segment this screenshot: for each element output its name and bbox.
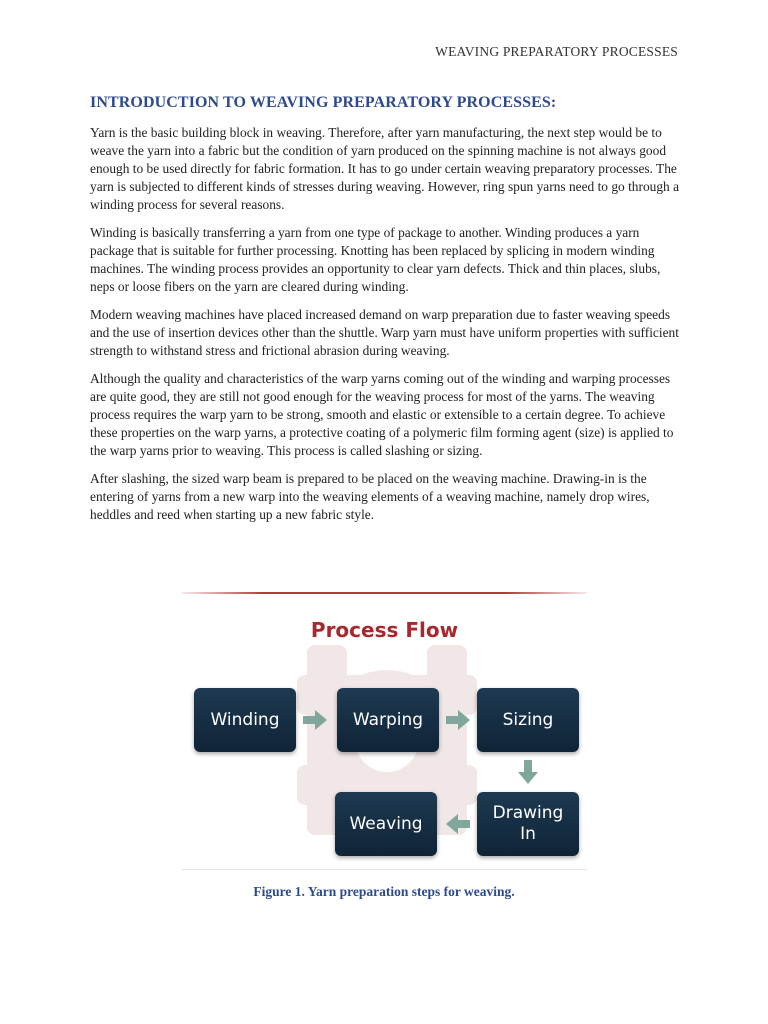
- step-winding: Winding: [194, 688, 296, 752]
- figure-top-rule: [182, 592, 587, 594]
- arrow-down-icon: [518, 760, 538, 784]
- paragraph-warp-preparation: Modern weaving machines have placed increased demand on warp preparation due to faster weaving speeds and the use of insertion devices other than the shuttle. Warp yarn must have uniform properties with sufficient strength to withstand stress and frictional abrasion during weaving.: [90, 307, 679, 358]
- body-text: [90, 124, 680, 534]
- section-heading: INTRODUCTION TO WEAVING PREPARATORY PROCESSES:: [90, 94, 557, 111]
- figure-title: Process Flow: [310, 618, 459, 642]
- arrow-left-icon: [446, 814, 470, 834]
- figure-caption: Figure 1. Yarn preparation steps for weaving.: [253, 884, 515, 899]
- step-drawing-in-line1: Drawing: [492, 803, 564, 823]
- paragraph-sizing: Although the quality and characteristics of the warp yarns coming out of the winding and warping processes are quite good, they are still not good enough for the weaving process for most of the yarns. The weaving process requires the warp yarn to be strong, smooth and elastic or extensible to a certain degree. To achieve these properties on the warp yarns, a protective coating of a polymeric film forming agent (size) is applied to the warp yarns prior to weaving. This process is called slashing or sizing.: [90, 371, 674, 458]
- figure-bottom-rule: [182, 869, 587, 870]
- paragraph-yarn-intro: Yarn is the basic building block in weaving. Therefore, after yarn manufacturing, the next step would be to weave the yarn into a fabric but the condition of yarn produced on the spinning machine is not always good enough to be used directly for fabric formation. It has to go under certain weaving preparatory processes. The yarn is subjected to different kinds of stresses during weaving. However, ring spun yarns need to go through a winding process for several reasons.: [90, 125, 680, 212]
- process-flow-figure: [182, 592, 587, 870]
- step-weaving: Weaving: [335, 792, 437, 856]
- step-warping: Warping: [337, 688, 439, 752]
- step-drawing-in: [477, 792, 579, 856]
- step-sizing: Sizing: [477, 688, 579, 752]
- paragraph-winding: Winding is basically transferring a yarn from one type of package to another. Winding produces a yarn package that is suitable for further processing. Knotting has been replaced by splicing in modern winding machines. The winding process provides an opportunity to clear yarn defects. Thick and thin places, slubs, neps or loose fibers on the yarn are cleared during winding.: [90, 225, 661, 294]
- arrow-right-icon: [446, 710, 470, 730]
- arrow-right-icon: [303, 710, 327, 730]
- paragraph-drawing-in: After slashing, the sized warp beam is prepared to be placed on the weaving machine. Drawing-in is the entering of yarns from a new warp into the weaving elements of a weaving machine, namely drop wires, heddles and reed when starting up a new fabric style.: [90, 471, 650, 522]
- step-drawing-in-line2: In: [520, 824, 536, 844]
- running-header: WEAVING PREPARATORY PROCESSES: [435, 44, 678, 59]
